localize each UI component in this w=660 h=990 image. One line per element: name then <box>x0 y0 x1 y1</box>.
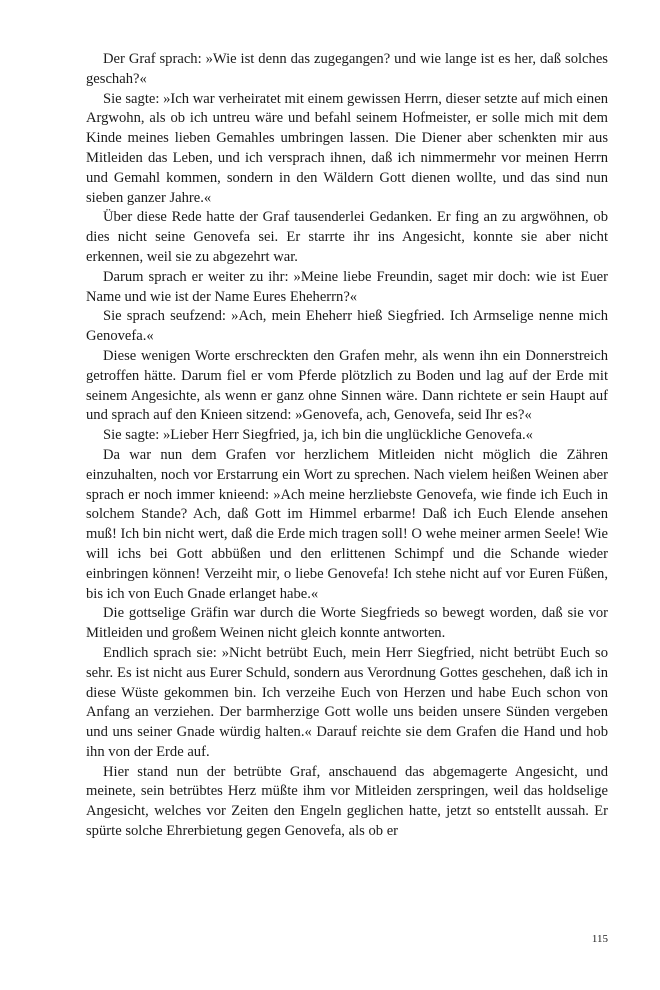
paragraph-5: Sie sprach seufzend: »Ach, mein Eheherr hieß Siegfried. Ich Armselige nenne mich Genovefa.« <box>86 308 608 345</box>
paragraph-6: Diese wenigen Worte erschreckten den Grafen mehr, als wenn ihn ein Donnerstreich getroffen hätte. Darum fiel er vom Pferde plötzlich zu Boden und lag auf der Erde mit seinem Angesichte, als wenn er ganz ohne Sinnen wäre. Dann richtete er sein Haupt auf und sprach auf den Knieen sitzend: »Genovefa, ach, Genovefa, seid Ihr es?« <box>86 347 608 424</box>
paragraph-3: Über diese Rede hatte der Graf tausenderlei Gedanken. Er fing an zu argwöhnen, ob dies nicht seine Genovefa sei. Er starrte ihr ins Angesicht, konnte sie aber nicht erkennen, weil sie zu abgezehrt war. <box>86 209 608 265</box>
paragraph-8: Da war nun dem Grafen vor herzlichem Mitleiden nicht möglich die Zähren einzuhalten, noch vor Erstarrung ein Wort zu sprechen. Nach vielem heißen Weinen aber sprach er noch immer knieend: »Ach meine herzliebste Genovefa, wie finde ich Euch in solchem Stande? Ach, daß Gott im Himmel erbarme! Daß ich Euch Elende ansehen muß! Ich bin nicht wert, daß die Erde mich tragen soll! O wehe meiner armen Seele! Wie will ichs bei Gott abbüßen und den erlittenen Schimpf und die Schande wieder einbringen können! Verzeiht mir, o liebe Genovefa! Ich stehe nicht auf vor Euren Füßen, bis ich von Euch Gnade erlanget habe.« <box>86 446 608 602</box>
paragraph-2: Sie sagte: »Ich war verheiratet mit einem gewissen Herrn, dieser setzte auf mich einen Argwohn, als ob ich untreu wäre und befahl seinem Hofmeister, er solle mich mit dem Kinde meines lieben Gemahles umbringen lassen. Die Diener aber schenkten mir aus Mitleiden das Leben, und ich versprach ihnen, daß ich nimmermehr vor meinen Herrn und Gemahl kommen, sondern in den Wäldern Gott dienen wollte, und das sind nun sieben ganzer Jahre.« <box>86 90 608 206</box>
paragraph-1: Der Graf sprach: »Wie ist denn das zugegangen? und wie lange ist es her, daß solches geschah?« <box>86 51 608 87</box>
paragraph-10: Endlich sprach sie: »Nicht betrübt Euch, mein Herr Siegfried, nicht betrübt Euch so sehr. Es ist nicht aus Eurer Schuld, sondern aus Verordnung Gottes geschehen, daß ich in diese Wüste gekommen bin. Ich verzeihe Euch von Herzen und habe Euch schon von Anfang an verziehen. Der barmherzige Gott wolle uns beiden unsere Sünden vergeben und uns seiner Gnade würdig halten.« Darauf reichte sie dem Grafen die Hand und hob ihn von der Erde auf. <box>86 644 608 760</box>
paragraph-4: Darum sprach er weiter zu ihr: »Meine liebe Freundin, saget mir doch: wie ist Euer Name und wie ist der Name Eures Eheherrn?« <box>86 268 608 305</box>
paragraph-11: Hier stand nun der betrübte Graf, anschauend das abgemagerte Angesicht, und meinete, sein betrübtes Herz müßte ihm vor Mitleiden zerspringen, weil das holdselige Angesicht, welches vor Zeiten den Engeln geglichen hatte, jetzt so entstellt aussah. Er spürte solche Ehrerbietung gegen Genovefa, als ob er <box>86 763 608 840</box>
paragraph-7: Sie sagte: »Lieber Herr Siegfried, ja, ich bin die unglückliche Genovefa.« <box>103 427 533 444</box>
page-number: 115 <box>591 933 608 945</box>
book-page-text <box>86 50 608 842</box>
paragraph-9: Die gottselige Gräfin war durch die Worte Siegfrieds so bewegt worden, daß sie vor Mitleiden und großem Weinen nicht gleich konnte antworten. <box>86 605 608 642</box>
